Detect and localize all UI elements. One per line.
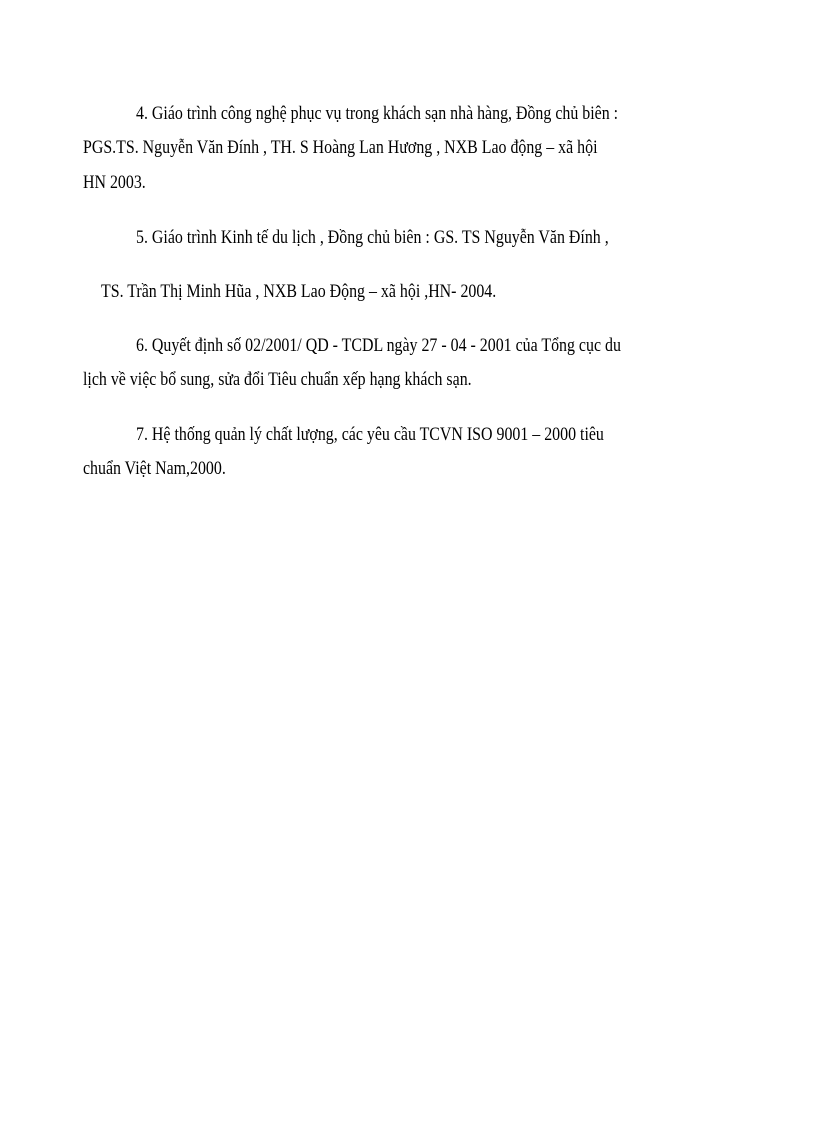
reference-6-line-2: lịch về việc bổ sung, sửa đổi Tiêu chuẩn xếp hạng khách sạn. [83,370,472,390]
reference-4-line-3: HN 2003. [83,173,146,193]
reference-4-line-1: 4. Giáo trình công nghệ phục vụ trong khách sạn nhà hàng, Đồng chủ biên : [136,104,619,124]
reference-6-line-1: 6. Quyết định số 02/2001/ QD - TCDL ngày 27 - 04 - 2001 của Tổng cục du [136,336,621,356]
reference-5-line-2: TS. Trần Thị Minh Hũa , NXB Lao Động – xã hội ,HN- 2004. [101,282,497,302]
reference-4-line-2: PGS.TS. Nguyễn Văn Đính , TH. S Hoàng Lan Hương , NXB Lao động – xã hội [83,138,598,158]
reference-7-line-1: 7. Hệ thống quản lý chất lượng, các yêu cầu TCVN ISO 9001 – 2000 tiêu [136,425,604,445]
reference-7-line-2: chuẩn Việt Nam,2000. [83,459,226,479]
reference-5-line-1: 5. Giáo trình Kinh tế du lịch , Đồng chủ biên : GS. TS Nguyễn Văn Đính , [136,228,609,248]
